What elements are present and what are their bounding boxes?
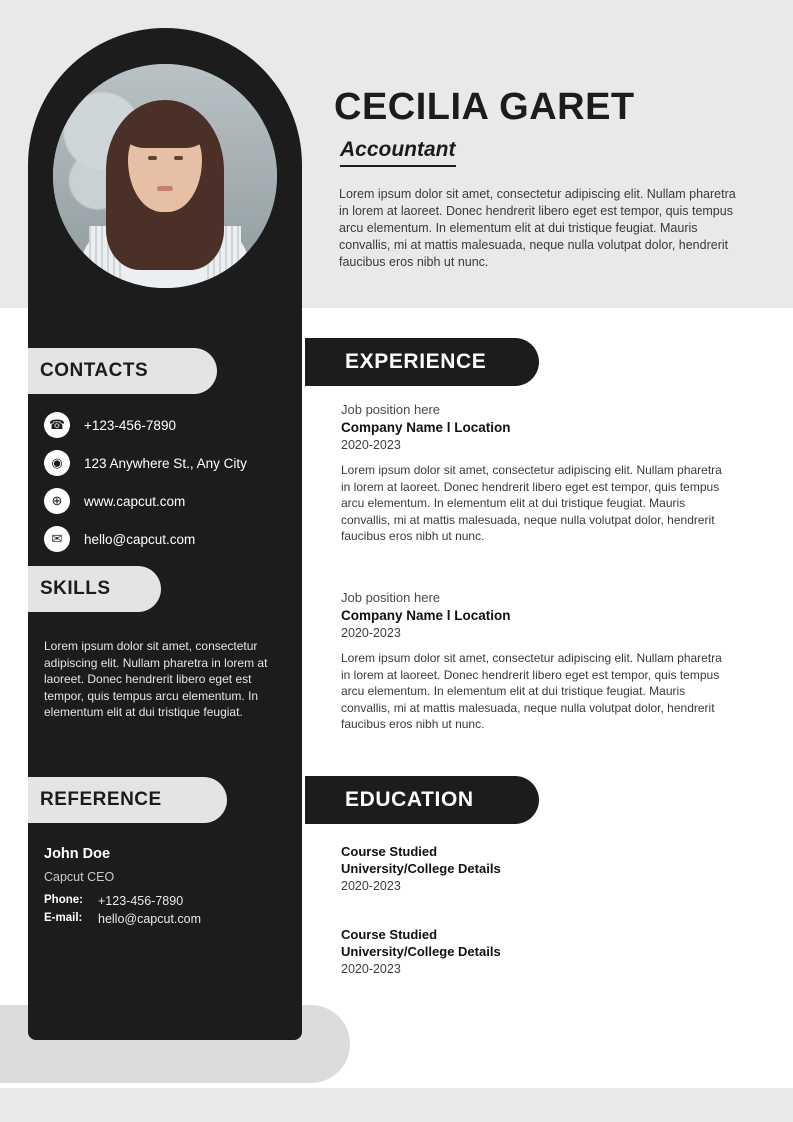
contact-item-website[interactable] [44,484,294,518]
reference-phone-value: +123-456-7890 [98,894,184,908]
location-pin-icon: ◉ [44,450,70,476]
globe-icon: ⊕ [44,488,70,514]
education-entry [341,927,733,976]
education-date: 2020-2023 [341,879,401,893]
envelope-icon: ✉ [44,526,70,552]
experience-entry [341,590,733,733]
phone-icon: ☎ [44,412,70,438]
section-title-contacts: CONTACTS [40,360,149,381]
contact-item-address[interactable] [44,446,294,480]
footer-band [0,1088,793,1122]
contact-address-value: 123 Anywhere St., Any City [84,455,247,471]
education-course: Course Studied [341,844,438,859]
experience-description: Lorem ipsum dolor sit amet, consectetur adipiscing elit. Nullam pharetra in lorem at laoreet. Donec hendrerit libero eget est tempor, quis tempus arcu elementum. In elementum elit at dui tristique feugiat. Mauris convallis, mi at mattis malesuada, neque nulla volutpat dolor, hendrerit faucibus eros nibh ut nunc. [341,463,722,543]
experience-date: 2020-2023 [341,626,401,640]
reference-title: Capcut CEO [44,870,115,884]
contact-list [44,408,294,560]
education-entry [341,844,733,893]
contact-phone-value: +123-456-7890 [84,417,176,433]
reference-email-label: E-mail: [44,912,83,924]
section-title-experience: EXPERIENCE [345,350,487,373]
avatar [53,64,277,288]
section-title-education: EDUCATION [345,788,474,811]
reference-phone-label: Phone: [44,894,83,906]
avatar-lips [157,186,173,191]
page-title: CECILIA GARET [334,86,635,128]
experience-position: Job position here [341,590,441,605]
profile-summary: Lorem ipsum dolor sit amet, consectetur adipiscing elit. Nullam pharetra in lorem at laoreet. Donec hendrerit libero eget est tempor, quis tempus arcu elementum. In elementum elit at dui tristique feugiat. Mauris convallis, mi at mattis malesuada, neque nulla volutpat dolor, hendrerit faucibus eros nibh ut nunc. [339,187,736,269]
experience-position: Job position here [341,402,441,417]
education-school: University/College Details [341,944,501,959]
experience-company: Company Name l Location [341,608,511,623]
avatar-fringe [122,110,208,148]
section-title-skills: SKILLS [40,578,111,599]
section-title-reference: REFERENCE [40,789,162,810]
experience-date: 2020-2023 [341,438,401,452]
experience-company: Company Name l Location [341,420,511,435]
section-header-experience [305,338,539,386]
reference-phone-row [44,894,284,908]
section-header-skills [28,566,161,612]
education-course: Course Studied [341,927,438,942]
experience-entry [341,402,733,545]
contact-item-email[interactable] [44,522,294,556]
avatar-eye-right [174,156,183,160]
reference-name: John Doe [44,846,111,862]
education-school: University/College Details [341,861,501,876]
reference-email-value: hello@capcut.com [98,912,202,926]
job-role-subtitle: Accountant [340,138,456,167]
contact-website-value: www.capcut.com [84,493,186,509]
education-date: 2020-2023 [341,962,401,976]
contact-email-value: hello@capcut.com [84,531,196,547]
reference-contact-rows [44,894,284,930]
section-header-education [305,776,539,824]
skills-description: Lorem ipsum dolor sit amet, consectetur adipiscing elit. Nullam pharetra in lorem at laoreet. Donec hendrerit libero eget est tempor, quis tempus arcu elementum. In elementum elit at dui tristique feugiat. [44,639,268,719]
section-header-reference [28,777,227,823]
contact-item-phone[interactable] [44,408,294,442]
reference-email-row [44,912,284,926]
experience-description: Lorem ipsum dolor sit amet, consectetur adipiscing elit. Nullam pharetra in lorem at laoreet. Donec hendrerit libero eget est tempor, quis tempus arcu elementum. In elementum elit at dui tristique feugiat. Mauris convallis, mi at mattis malesuada, neque nulla volutpat dolor, hendrerit faucibus eros nibh ut nunc. [341,651,722,731]
section-header-contacts [28,348,217,394]
avatar-eye-left [148,156,157,160]
